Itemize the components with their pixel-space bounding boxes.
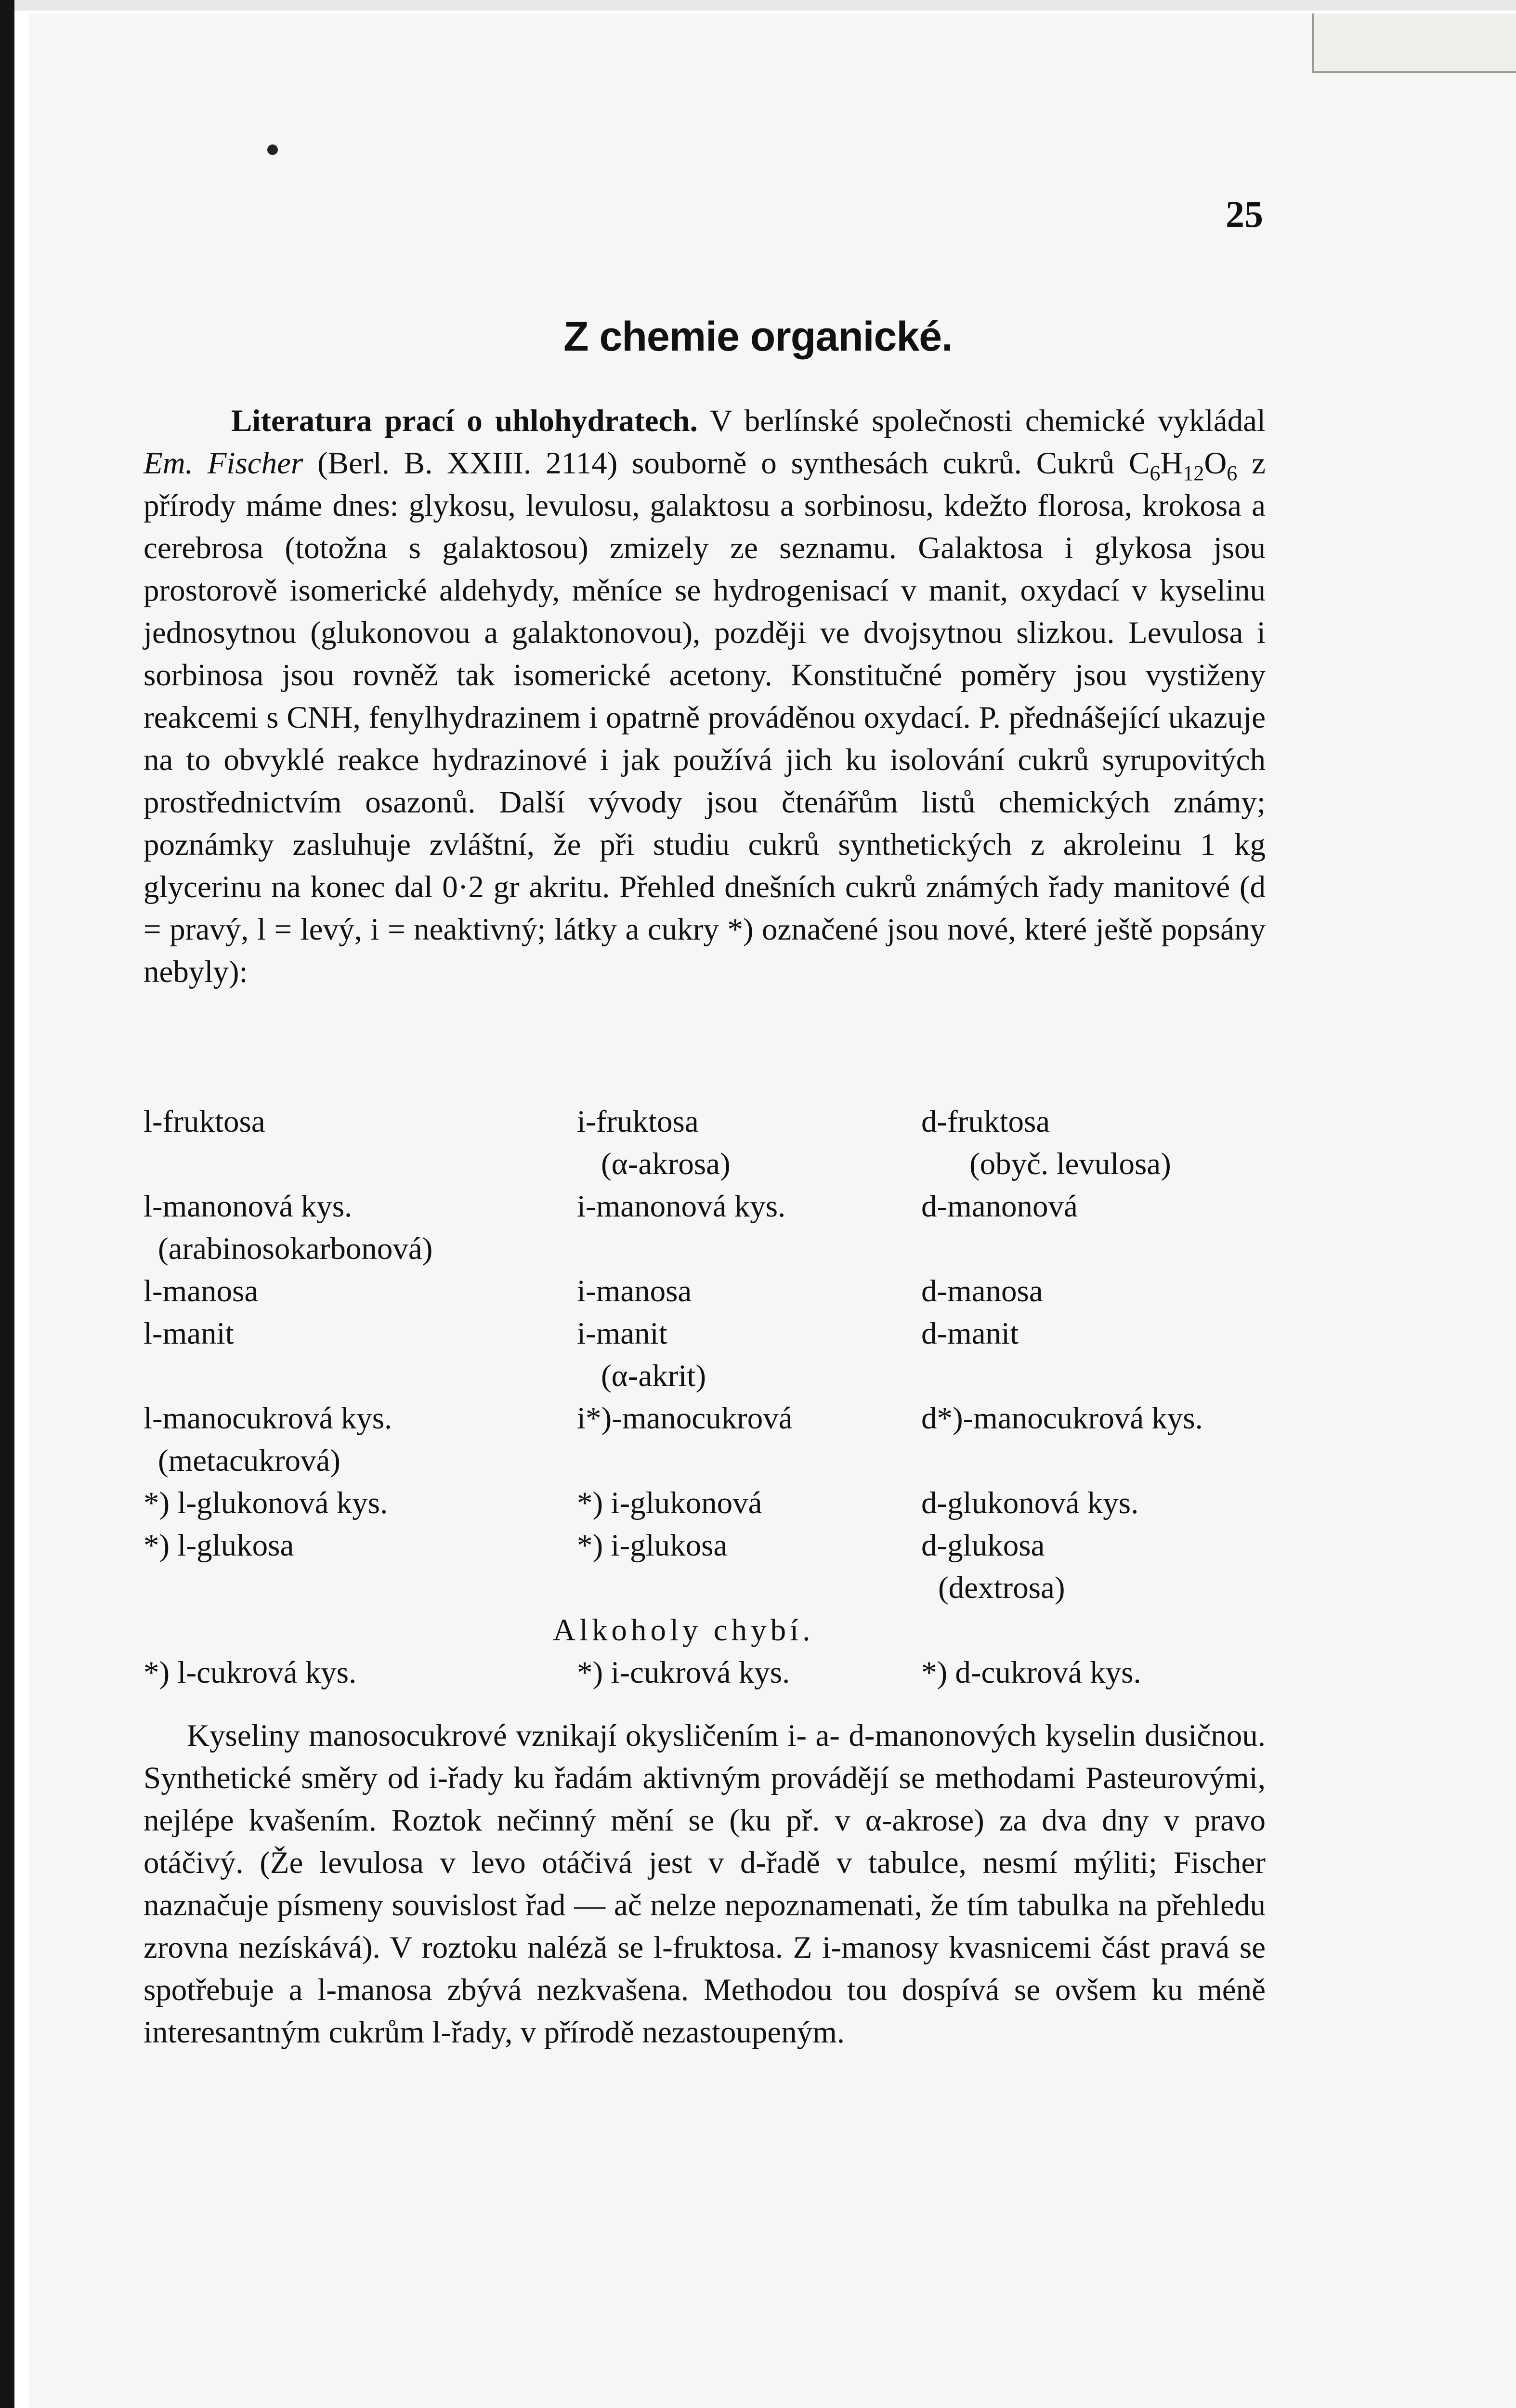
table-cell: i-manonová kys. — [577, 1189, 786, 1224]
subscript: 6 — [1227, 461, 1238, 485]
table-cell: *) l-glukonová kys. — [144, 1486, 388, 1520]
article-lead: Literatura prací o uhlohydratech. — [231, 404, 698, 438]
article-paragraph — [144, 400, 1266, 993]
table-cell: i-manit — [577, 1316, 667, 1351]
sugar-table — [144, 1100, 1266, 1694]
subscript: 12 — [1183, 461, 1204, 485]
ink-dot — [267, 144, 278, 155]
table-cell: *) i-cukrová kys. — [577, 1655, 790, 1690]
article-text-a: V berlínské společnosti chemické vykládal — [697, 404, 1266, 438]
article-author: Em. Fischer — [144, 446, 303, 481]
table-row — [144, 1228, 1266, 1270]
table-cell: i-manosa — [577, 1274, 692, 1309]
formula-o: O — [1204, 446, 1227, 481]
article-text-c: z přírody máme dnes: glykosu, levulosu, galaktosu a sorbinosu, kdežto florosa, krokosa a cerebrosa (totožna s galaktosou) zmizely ze seznamu. Galaktosa i glykosa jsou prostorově isomerické aldehydy, měníce se hydrogenisací v manit, oxydací v kyselinu jednosytnou (glukonovou a galaktonovou), později ve dvojsytnou slizkou. Levulosa i sorbinosa jsou rovněž tak isomerické acetony. Konstitučné poměry jsou vystiženy reakcemi s CNH, fenylhydrazinem i opatrně prováděnou oxydací. P. přednášející ukazuje na to obvyklé reakce hydrazinové i jak používá jich ku isolování cukrů syrupovitých prostřednictvím osazonů. Další vývody jsou čtenářům listů chemických známy; poznámky zasluhuje zvláštní, že při studiu cukrů synthetických z akroleinu 1 kg glycerinu na konec dal 0·2 gr akritu. Přehled dnešních cukrů známých řady manitové (d = pravý, l = levý, i = neaktivný; látky a cukry *) označené jsou nové, které ještě popsány nebyly): — [144, 446, 1266, 989]
table-row — [144, 1524, 1266, 1567]
table-cell: (α-akrit) — [601, 1359, 706, 1393]
table-cell: d-glukosa — [921, 1528, 1045, 1563]
table-cell: l-manosa — [144, 1274, 259, 1309]
table-cell: d-manit — [921, 1316, 1019, 1351]
table-row — [144, 1143, 1266, 1185]
table-cell: l-manonová kys. — [144, 1189, 353, 1224]
closing-paragraph — [144, 1714, 1266, 2054]
table-cell: *) l-cukrová kys. — [144, 1655, 357, 1690]
table-cell: d-glukonová kys. — [921, 1486, 1139, 1520]
table-row — [144, 1397, 1266, 1440]
page-number: 25 — [1226, 193, 1263, 235]
table-cell: *) d-cukrová kys. — [921, 1655, 1141, 1690]
article-text-b: (Berl. B. XXIII. 2114) souborně o synthesách cukrů. Cukrů C — [303, 446, 1150, 481]
table-cell: l-fruktosa — [144, 1104, 265, 1139]
corner-mark — [1312, 13, 1516, 73]
table-row — [144, 1185, 1266, 1228]
table-note-text: Alkoholy chybí. — [553, 1613, 814, 1648]
table-cell: l-manocukrová kys. — [144, 1401, 392, 1436]
table-row — [144, 1355, 1266, 1397]
table-cell: l-manit — [144, 1316, 234, 1351]
table-cell: *) i-glukonová — [577, 1486, 762, 1520]
table-cell: d-manonová — [921, 1189, 1078, 1224]
table-cell: (dextrosa) — [938, 1570, 1065, 1605]
table-row — [144, 1651, 1266, 1694]
formula-h: H — [1160, 446, 1183, 481]
table-row — [144, 1567, 1266, 1609]
subscript: 6 — [1150, 461, 1161, 485]
table-row — [144, 1440, 1266, 1482]
table-row — [144, 1100, 1266, 1143]
table-cell: (α-akrosa) — [601, 1147, 731, 1181]
scan-edge-top — [0, 0, 1516, 11]
table-cell: d-fruktosa — [921, 1104, 1050, 1139]
scan-edge-left — [0, 0, 14, 2408]
table-row — [144, 1270, 1266, 1312]
table-cell: (arabinosokarbonová) — [158, 1231, 433, 1266]
table-cell: d*)-manocukrová kys. — [921, 1401, 1203, 1436]
closing-text: Kyseliny manosocukrové vznikají okysličením i- a- d-manonových kyselin dusičnou. Synthetické směry od i-řady ku řadám aktivným provádějí se methodami Pasteurovými, nejlépe kvašením. Roztok nečinný mění se (ku př. v α-akrose) za dva dny v pravo otáčivý. (Že levulosa v levo otáčivá jest v d-řadě v tabulce, nesmí mýliti; Fischer naznačuje písmeny souvislost řad — ač nelze nepoznamenati, že tím tabulka na přehledu zrovna nezískává). V roztoku naléză se l-fruktosa. Z i-manosy kvasnicemi část pravá se spotřebuje a l-manosa zbývá nezkvašena. Methodou tou dospívá se ovšem ku méně interesantným cukrům l-řady, v přírodě nezastoupeným. — [144, 1718, 1266, 2050]
table-cell: i*)-manocukrová — [577, 1401, 793, 1436]
table-cell: *) i-glukosa — [577, 1528, 728, 1563]
table-cell: i-fruktosa — [577, 1104, 699, 1139]
article-text — [144, 400, 1266, 993]
table-row — [144, 1482, 1266, 1524]
section-heading: Z chemie organické. — [563, 314, 953, 360]
table-note — [144, 1609, 1266, 1651]
table-cell: d-manosa — [921, 1274, 1043, 1309]
table-cell: *) l-glukosa — [144, 1528, 294, 1563]
table-cell: (metacukrová) — [158, 1443, 340, 1478]
table-row — [144, 1312, 1266, 1355]
table-cell: (obyč. levulosa) — [969, 1147, 1171, 1181]
